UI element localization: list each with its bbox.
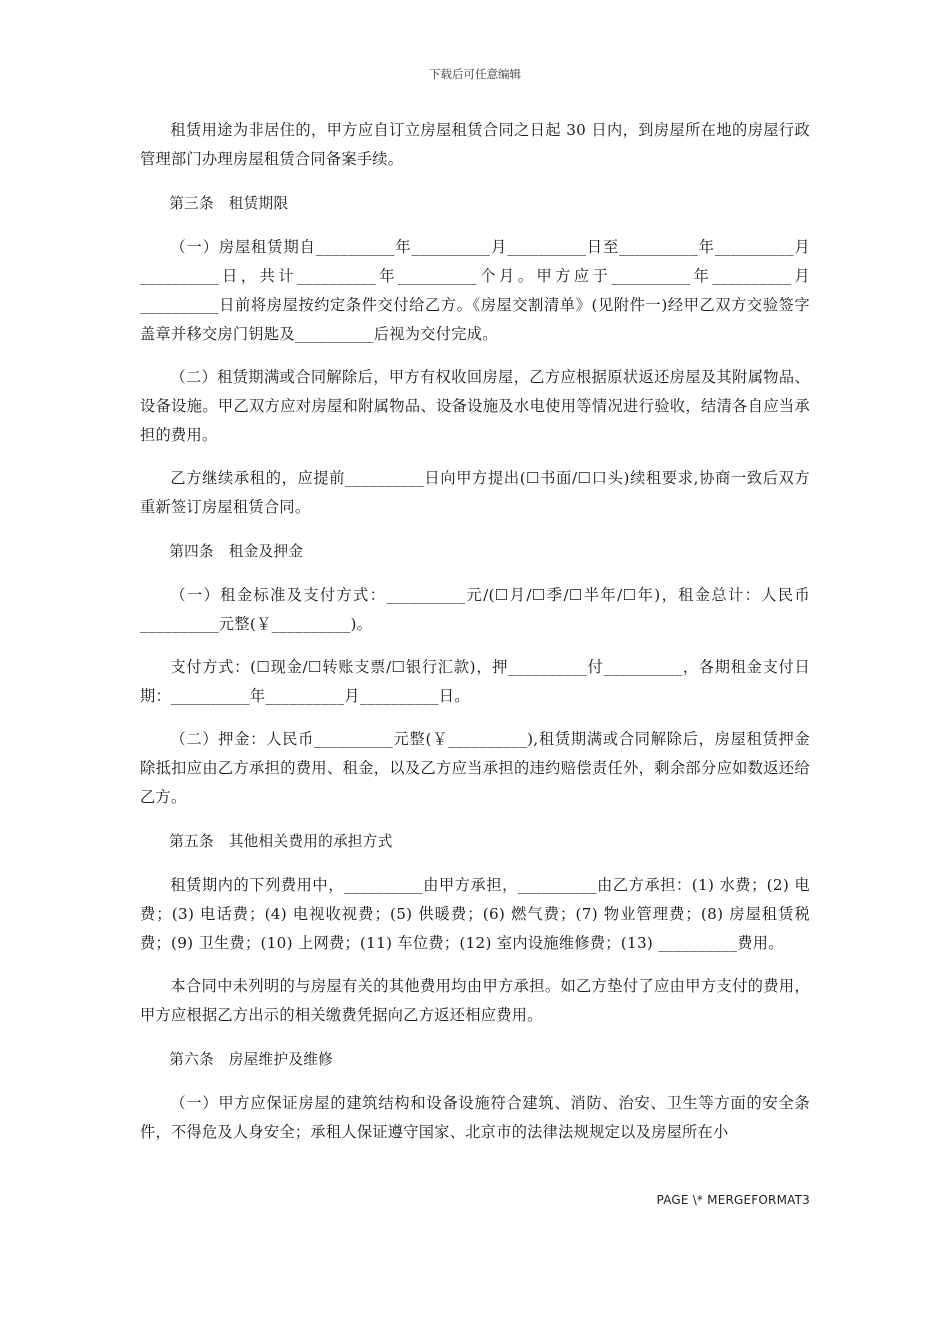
page-header: 下载后可任意编辑: [429, 67, 521, 81]
paragraph-renewal: 乙方继续承租的，应提前__________日向甲方提出(☐书面/☐口头)续租要求,协商一致后双方重新签订房屋租赁合同。: [140, 469, 810, 516]
paragraph-maintenance: （一）甲方应保证房屋的建筑结构和设备设施符合建筑、消防、治安、卫生等方面的安全条件，不得危及人身安全；承租人保证遵守国家、北京市的法律法规规定以及房屋所在小: [140, 1094, 810, 1141]
paragraph-filing: 租赁用途为非居住的，甲方应自订立房屋租赁合同之日起 30 日内，到房屋所在地的房屋行政管理部门办理房屋租赁合同备案手续。: [140, 121, 810, 168]
heading-article-3: 第三条 租赁期限: [169, 195, 289, 212]
paragraph-lease-term: （一）房屋租赁期自__________年__________月__________日至__________年__________月__________日，共计__________年__________个月。甲方应于__________年__________月__________日前将房屋按约定条件交付给乙方。《房屋交割清单》(见附件一)经甲乙双方交验签字盖章并移交房门钥匙及__________后视为交付完成。: [140, 238, 810, 343]
paragraph-payment-method: 支付方式：(☐现金/☐转账支票/☐银行汇款)，押__________付__________，各期租金支付日期：__________年__________月__________日。: [140, 658, 810, 705]
paragraph-deposit: （二）押金：人民币__________元整(￥__________),租赁期满或合同解除后，房屋租赁押金除抵扣应由乙方承担的费用、租金，以及乙方应当承担的违约赔偿责任外，剩余部分应如数返还给乙方。: [140, 730, 810, 806]
document-body: [140, 116, 810, 1147]
heading-article-5: 第五条 其他相关费用的承担方式: [169, 833, 393, 850]
page-footer: PAGE \* MERGEFORMAT3: [656, 1193, 810, 1207]
paragraph-lease-end: （二）租赁期满或合同解除后，甲方有权收回房屋，乙方应根据原状返还房屋及其附属物品、设备设施。甲乙双方应对房屋和附属物品、设备设施及水电使用等情况进行验收，结清各自应当承担的费用。: [140, 368, 810, 444]
paragraph-rent-standard: （一）租金标准及支付方式：__________元/(☐月/☐季/☐半年/☐年)，租金总计：人民币__________元整(￥__________)。: [140, 586, 810, 633]
paragraph-other-fees: 本合同中未列明的与房屋有关的其他费用均由甲方承担。如乙方垫付了应由甲方支付的费用，甲方应根据乙方出示的相关缴费凭据向乙方返还相应费用。: [140, 977, 810, 1024]
heading-article-6: 第六条 房屋维护及维修: [169, 1051, 334, 1068]
paragraph-fees-list: 租赁期内的下列费用中，__________由甲方承担，__________由乙方承担：(1) 水费；(2) 电费；(3) 电话费；(4) 电视收视费；(5) 供暖费；(6) 燃气费；(7) 物业管理费；(8) 房屋租赁税费；(9) 卫生费；(10) 上网费；(11) 车位费；(12) 室内设施维修费；(13) __________费用。: [140, 876, 810, 952]
heading-article-4: 第四条 租金及押金: [169, 543, 304, 560]
